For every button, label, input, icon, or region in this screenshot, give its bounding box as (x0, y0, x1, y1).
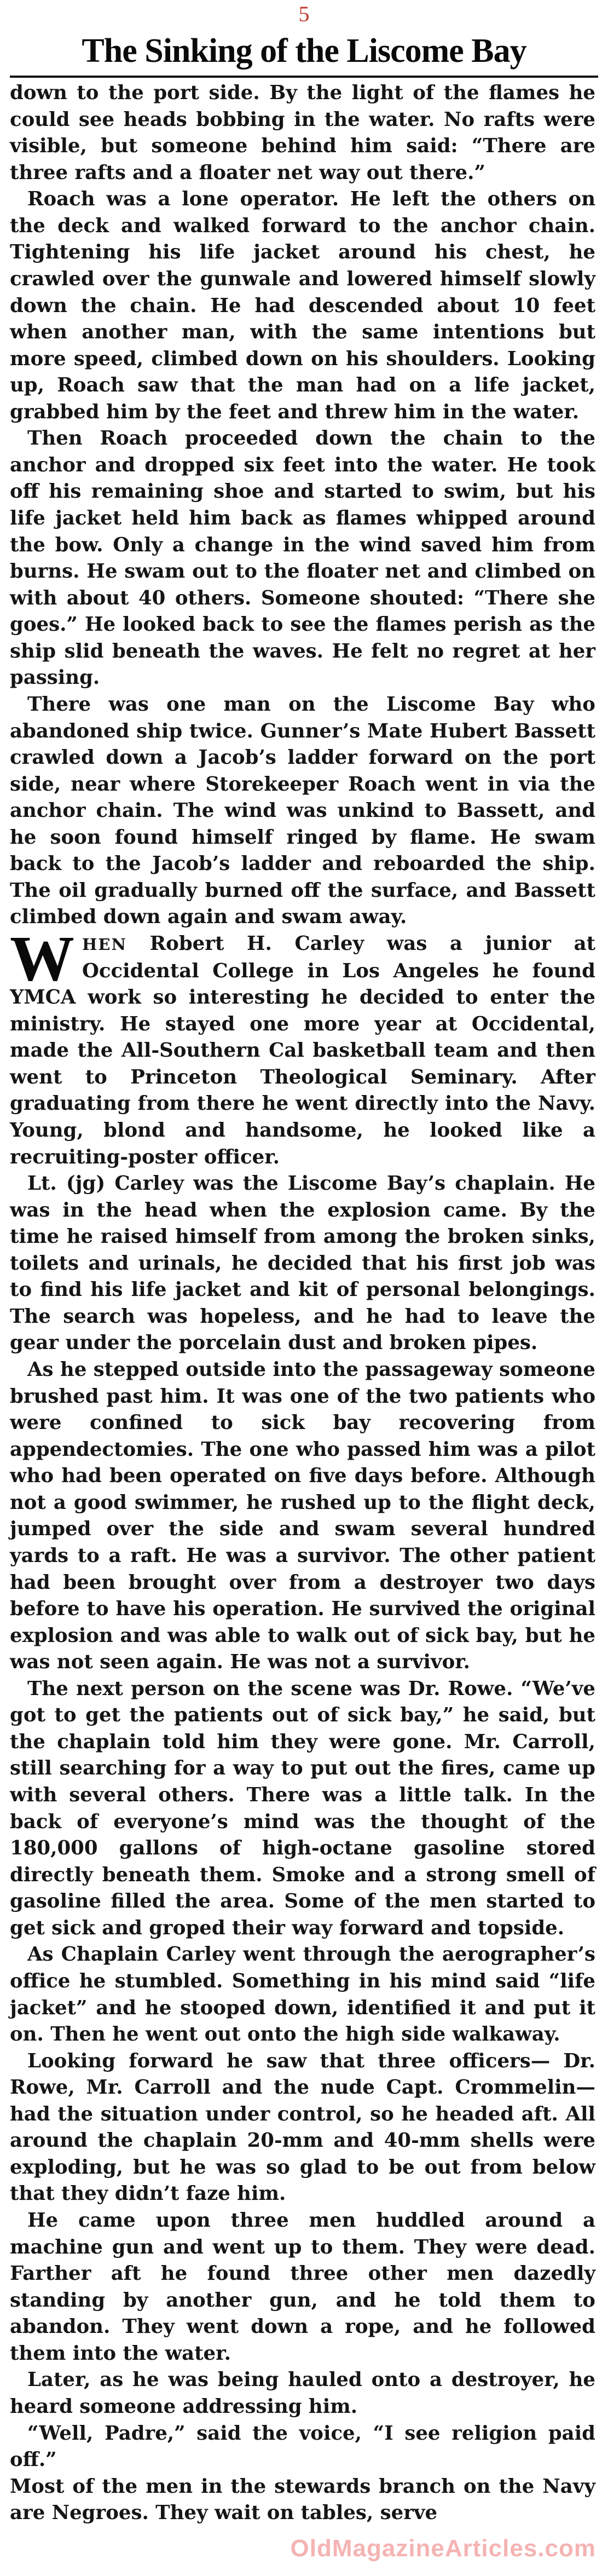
title-rule (10, 76, 598, 78)
paragraph: Then Roach proceeded down the chain to the anchor and dropped six feet into the water. He took off his remaining shoe and started to swim, but his life jacket held him back as flames whipped around the bow. Only a change in the wind saved him from burns. He swam out to the floater net and climbed on with about 40 others. Someone shouted: “There she goes.” He looked back to see the flames perish as the ship slid beneath the waves. He felt no regret at her passing. (10, 427, 595, 689)
paragraph: As Chaplain Carley went through the aerographer’s office he stumbled. Something in his mind said “life jacket” and he stooped down, identified it and put it on. Then he went out onto the high side walkaway. (10, 1943, 595, 2046)
article-body (10, 80, 595, 2527)
paragraph: He came upon three men huddled around a machine gun and went up to them. They were dead. Farther aft he found three other men dazedly standing by another gun, and he told them to abandon. They went down a rope, and he followed them into the water. (10, 2209, 595, 2365)
paragraph: Later, as he was being hauled onto a destroyer, he heard someone addressing him. (10, 2368, 595, 2418)
footer (0, 2532, 608, 2571)
paragraph: Looking forward he saw that three officers— Dr. Rowe, Mr. Carroll and the nude Capt. Crommelin—had the situation under control, so he headed aft. All around the chaplain 20-mm and 40-mm shells were exploding, but he was so glad to be out from below that they didn’t faze him. (10, 2049, 595, 2205)
paragraph: As he stepped outside into the passageway someone brushed past him. It was one of the two patients who were confined to sick bay recovering from appendectomies. The one who passed him was a pilot who had been operated on five days before. Although not a good swimmer, he rushed up to the flight deck, jumped over the side and swam several hundred yards to a raft. He was a survivor. The other patient had been brought over from a destroyer two days before to have his operation. He survived the original explosion and was able to walk out of sick bay, but he was not seen again. He was not a survivor. (10, 1358, 595, 1674)
paragraph: Roach was a lone operator. He left the others on the deck and walked forward to the anchor chain. Tightening his life jacket around his chest, he crawled over the gunwale and lowered himself slowly down the chain. He had descended about 10 feet when another man, with the same intentions but more speed, climbed down on his shoulders. Looking up, Roach saw that the man had on a life jacket, grabbed him by the feet and threw him in the water. (10, 188, 595, 423)
paragraph-dropcap: WHEN Robert H. Carley was a junior at Occidental College in Los Angeles he found YMCA work so interesting he decided to enter the ministry. He stayed one more year at Occidental, made the All-Southern Cal basketball team and then went to Princeton Theological Seminary. After graduating from there he went directly into the Navy. Young, blond and handsome, he looked like a recruiting-poster officer. (10, 923, 595, 1168)
paragraph: down to the port side. By the light of the flames he could see heads bobbing in the water. No rafts were visible, but someone behind him said: “There are three rafts and a floater net way out there.” (10, 82, 595, 184)
paragraph: Most of the men in the stewards branch on the Navy are Negroes. They wait on tables, serve (10, 2475, 595, 2525)
drop-cap: W (10, 923, 74, 994)
paragraph: Robert H. Carley was a junior at Occidental College in Los Angeles he found YMCA work so interesting he decided to enter the ministry. He stayed one more year at Occidental, made the All-Southern Cal basketball team and then went to Princeton Theological Seminary. After graduating from there he went directly into the Navy. Young, blond and handsome, he looked like a recruiting-poster officer. (10, 932, 595, 1168)
paragraph: Lt. (jg) Carley was the Liscome Bay’s chaplain. He was in the head when the explosion came. By the time he raised himself from among the broken sinks, toilets and urinals, he decided that his first job was to find his life jacket and kit of personal belongings. The search was hopeless, and he had to leave the gear under the porcelain dust and broken pipes. (10, 1172, 595, 1355)
paragraph: The next person on the scene was Dr. Rowe. “We’ve got to get the patients out of sick bay,” he said, but the chaplain told him they were gone. Mr. Carroll, still searching for a way to put out the fires, came up with several others. There was a little talk. In the back of everyone’s mind was the thought of the 180,000 gallons of high-octane gasoline stored directly beneath them. Smoke and a strong smell of gasoline filled the area. Some of the men started to get sick and groped their way forward and topside. (10, 1677, 595, 1939)
page-number: 5 (298, 2, 310, 26)
paragraph: There was one man on the Liscome Bay who abandoned ship twice. Gunner’s Mate Hubert Bassett crawled down a Jacob’s ladder forward on the port side, near where Storekeeper Roach went in via the anchor chain. The wind was unkind to Bassett, and he soon found himself ringed by flame. He swam back to the Jacob’s ladder and reboarded the ship. The oil gradually burned off the surface, and Bassett climbed down again and swam away. (10, 693, 595, 929)
article-title: The Sinking of the Liscome Bay (82, 32, 526, 70)
site-watermark: OldMagazineArticles.com (290, 2535, 596, 2562)
paragraph: “Well, Padre,” said the voice, “I see religion paid off.” (10, 2422, 595, 2471)
